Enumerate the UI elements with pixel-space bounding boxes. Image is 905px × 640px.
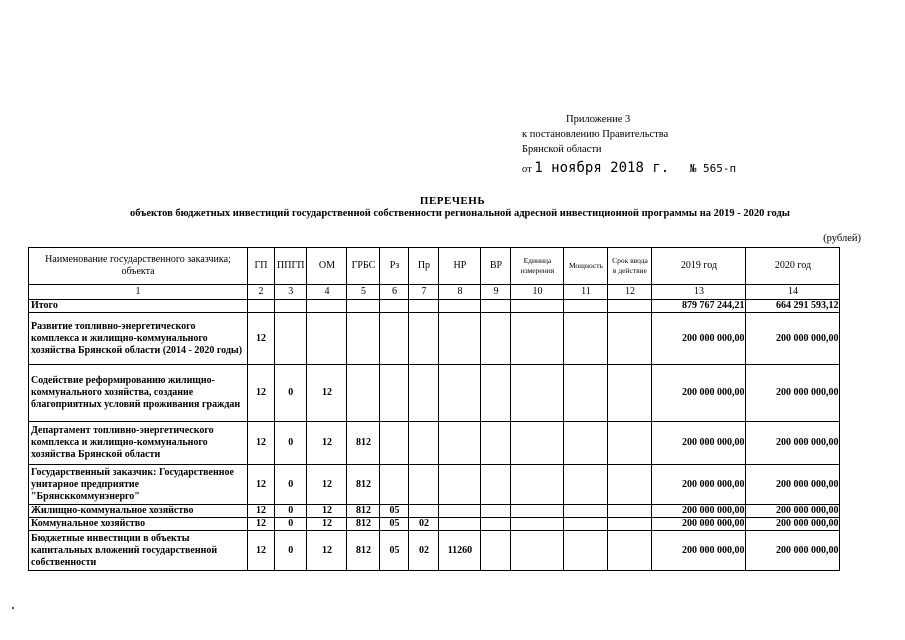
col-header-grbs: ГРБС (347, 248, 380, 285)
cell-y2019: 200 000 000,00 (652, 465, 746, 505)
cell-name: Итого (29, 300, 248, 313)
cell-name: Бюджетные инвестиции в объекты капитальных вложений государственной собственности (29, 531, 248, 571)
cell-pr: 02 (409, 518, 439, 531)
cell-power (564, 422, 608, 465)
cell-pr (409, 422, 439, 465)
investment-table (28, 247, 840, 571)
table-row (29, 518, 840, 531)
cell-unit (511, 313, 564, 365)
cell-y2020: 200 000 000,00 (746, 505, 840, 518)
decree-date: 1 ноября 2018 г. (534, 160, 670, 176)
cell-vr (481, 465, 511, 505)
cell-pr: 02 (409, 531, 439, 571)
cell-grbs: 812 (347, 422, 380, 465)
col-header-2019: 2019 год (652, 248, 746, 285)
cell-vr (481, 531, 511, 571)
col-number: 9 (481, 285, 511, 300)
cell-y2020: 200 000 000,00 (746, 365, 840, 422)
cell-pr (409, 505, 439, 518)
cell-unit (511, 365, 564, 422)
appendix-block (522, 112, 668, 157)
cell-unit (511, 300, 564, 313)
col-number: 11 (564, 285, 608, 300)
decree-number: № 565-п (689, 162, 737, 175)
cell-gp: 12 (248, 465, 275, 505)
cell-vr (481, 505, 511, 518)
cell-rz: 05 (380, 531, 409, 571)
cell-ppgp (275, 313, 307, 365)
cell-rz (380, 422, 409, 465)
table-row (29, 300, 840, 313)
col-header-gp: ГП (248, 248, 275, 285)
table-row (29, 465, 840, 505)
document-title: ПЕРЕЧЕНЬ (419, 195, 486, 207)
cell-nr: 11260 (439, 531, 481, 571)
table-row (29, 313, 840, 365)
cell-ppgp: 0 (275, 531, 307, 571)
col-header-power: Мощность (564, 248, 608, 285)
cell-grbs: 812 (347, 531, 380, 571)
col-number: 12 (608, 285, 652, 300)
cell-gp: 12 (248, 531, 275, 571)
cell-nr (439, 300, 481, 313)
col-number: 14 (746, 285, 840, 300)
cell-om: 12 (307, 518, 347, 531)
cell-unit (511, 531, 564, 571)
cell-ppgp: 0 (275, 465, 307, 505)
cell-y2020: 200 000 000,00 (746, 518, 840, 531)
col-header-rz: Рз (380, 248, 409, 285)
cell-om: 12 (307, 365, 347, 422)
cell-term (608, 531, 652, 571)
cell-grbs (347, 313, 380, 365)
col-header-2020: 2020 год (746, 248, 840, 285)
col-number: 6 (380, 285, 409, 300)
cell-om (307, 300, 347, 313)
cell-nr (439, 365, 481, 422)
cell-gp (248, 300, 275, 313)
cell-pr (409, 313, 439, 365)
cell-name: Коммунальное хозяйство (29, 518, 248, 531)
cell-power (564, 531, 608, 571)
cell-pr (409, 365, 439, 422)
col-header-term: Срок ввода в действие (608, 248, 652, 285)
cell-unit (511, 465, 564, 505)
col-header-nr: НР (439, 248, 481, 285)
cell-rz: 05 (380, 518, 409, 531)
cell-rz (380, 465, 409, 505)
cell-y2019: 200 000 000,00 (652, 365, 746, 422)
cell-vr (481, 365, 511, 422)
cell-y2019: 200 000 000,00 (652, 505, 746, 518)
cell-om: 12 (307, 465, 347, 505)
cell-power (564, 365, 608, 422)
col-number: 3 (275, 285, 307, 300)
scan-speck (12, 607, 14, 609)
cell-ppgp: 0 (275, 518, 307, 531)
cell-y2019: 200 000 000,00 (652, 422, 746, 465)
cell-ppgp: 0 (275, 422, 307, 465)
col-number: 2 (248, 285, 275, 300)
cell-term (608, 465, 652, 505)
cell-nr (439, 313, 481, 365)
appendix-reference: к постановлению Правительства (522, 129, 669, 140)
cell-vr (481, 313, 511, 365)
cell-vr (481, 518, 511, 531)
cell-grbs (347, 365, 380, 422)
cell-pr (409, 465, 439, 505)
cell-grbs (347, 300, 380, 313)
cell-nr (439, 505, 481, 518)
table-row (29, 531, 840, 571)
cell-gp: 12 (248, 505, 275, 518)
table-row (29, 422, 840, 465)
cell-power (564, 465, 608, 505)
cell-grbs: 812 (347, 505, 380, 518)
cell-y2020: 200 000 000,00 (746, 531, 840, 571)
col-number: 10 (511, 285, 564, 300)
col-number: 1 (29, 285, 248, 300)
cell-om: 12 (307, 422, 347, 465)
cell-om (307, 313, 347, 365)
col-number: 7 (409, 285, 439, 300)
col-header-unit: Единица измерения (511, 248, 564, 285)
cell-ppgp (275, 300, 307, 313)
col-header-name: Наименование государственного заказчика; объекта (29, 248, 248, 285)
cell-name: Содействие реформированию жилищно-коммунального хозяйства, создание благоприятных условий проживания граждан (29, 365, 248, 422)
col-header-vr: ВР (481, 248, 511, 285)
cell-name: Департамент топливно-энергетического комплекса и жилищно-коммунального хозяйства Брянской области (29, 422, 248, 465)
cell-unit (511, 505, 564, 518)
cell-gp: 12 (248, 365, 275, 422)
col-number: 5 (347, 285, 380, 300)
cell-term (608, 300, 652, 313)
cell-om: 12 (307, 531, 347, 571)
cell-nr (439, 422, 481, 465)
cell-term (608, 518, 652, 531)
document-subtitle: объектов бюджетных инвестиций государственной собственности региональной адресной инвестиционной программы на 2019 - 2020 годы (130, 208, 790, 219)
cell-gp: 12 (248, 313, 275, 365)
col-header-ppgp: ППГП (275, 248, 307, 285)
col-number: 13 (652, 285, 746, 300)
col-header-pr: Пр (409, 248, 439, 285)
cell-power (564, 300, 608, 313)
col-number: 8 (439, 285, 481, 300)
units-label: (рублей) (823, 233, 861, 244)
decree-line (522, 160, 736, 176)
cell-rz (380, 313, 409, 365)
cell-ppgp: 0 (275, 505, 307, 518)
cell-y2019: 200 000 000,00 (652, 518, 746, 531)
cell-term (608, 422, 652, 465)
cell-rz (380, 365, 409, 422)
cell-y2020: 200 000 000,00 (746, 465, 840, 505)
cell-y2019: 200 000 000,00 (652, 313, 746, 365)
column-number-row (29, 285, 840, 300)
cell-grbs: 812 (347, 518, 380, 531)
cell-y2020: 200 000 000,00 (746, 422, 840, 465)
cell-vr (481, 422, 511, 465)
cell-y2019: 200 000 000,00 (652, 531, 746, 571)
cell-vr (481, 300, 511, 313)
cell-grbs: 812 (347, 465, 380, 505)
table-row (29, 505, 840, 518)
cell-y2020: 664 291 593,12 (746, 300, 840, 313)
cell-rz (380, 300, 409, 313)
cell-nr (439, 465, 481, 505)
cell-name: Развитие топливно-энергетического комплекса и жилищно-коммунального хозяйства Брянской области (2014 - 2020 годы) (29, 313, 248, 365)
cell-unit (511, 422, 564, 465)
appendix-title: Приложение 3 (566, 114, 631, 125)
cell-gp: 12 (248, 518, 275, 531)
cell-term (608, 365, 652, 422)
cell-unit (511, 518, 564, 531)
cell-name: Государственный заказчик: Государственное унитарное предприятие "Брянсккоммунэнерго" (29, 465, 248, 505)
cell-name: Жилищно-коммунальное хозяйство (29, 505, 248, 518)
cell-pr (409, 300, 439, 313)
cell-term (608, 505, 652, 518)
table-body (29, 300, 840, 571)
cell-om: 12 (307, 505, 347, 518)
cell-power (564, 505, 608, 518)
cell-power (564, 313, 608, 365)
cell-power (564, 518, 608, 531)
table-row (29, 365, 840, 422)
cell-term (608, 313, 652, 365)
cell-y2019: 879 767 244,21 (652, 300, 746, 313)
cell-nr (439, 518, 481, 531)
header-row (29, 248, 840, 285)
col-number: 4 (307, 285, 347, 300)
cell-rz: 05 (380, 505, 409, 518)
appendix-region: Брянской области (522, 144, 602, 155)
cell-y2020: 200 000 000,00 (746, 313, 840, 365)
col-header-om: ОМ (307, 248, 347, 285)
cell-ppgp: 0 (275, 365, 307, 422)
cell-gp: 12 (248, 422, 275, 465)
decree-from-label: от (522, 164, 532, 175)
